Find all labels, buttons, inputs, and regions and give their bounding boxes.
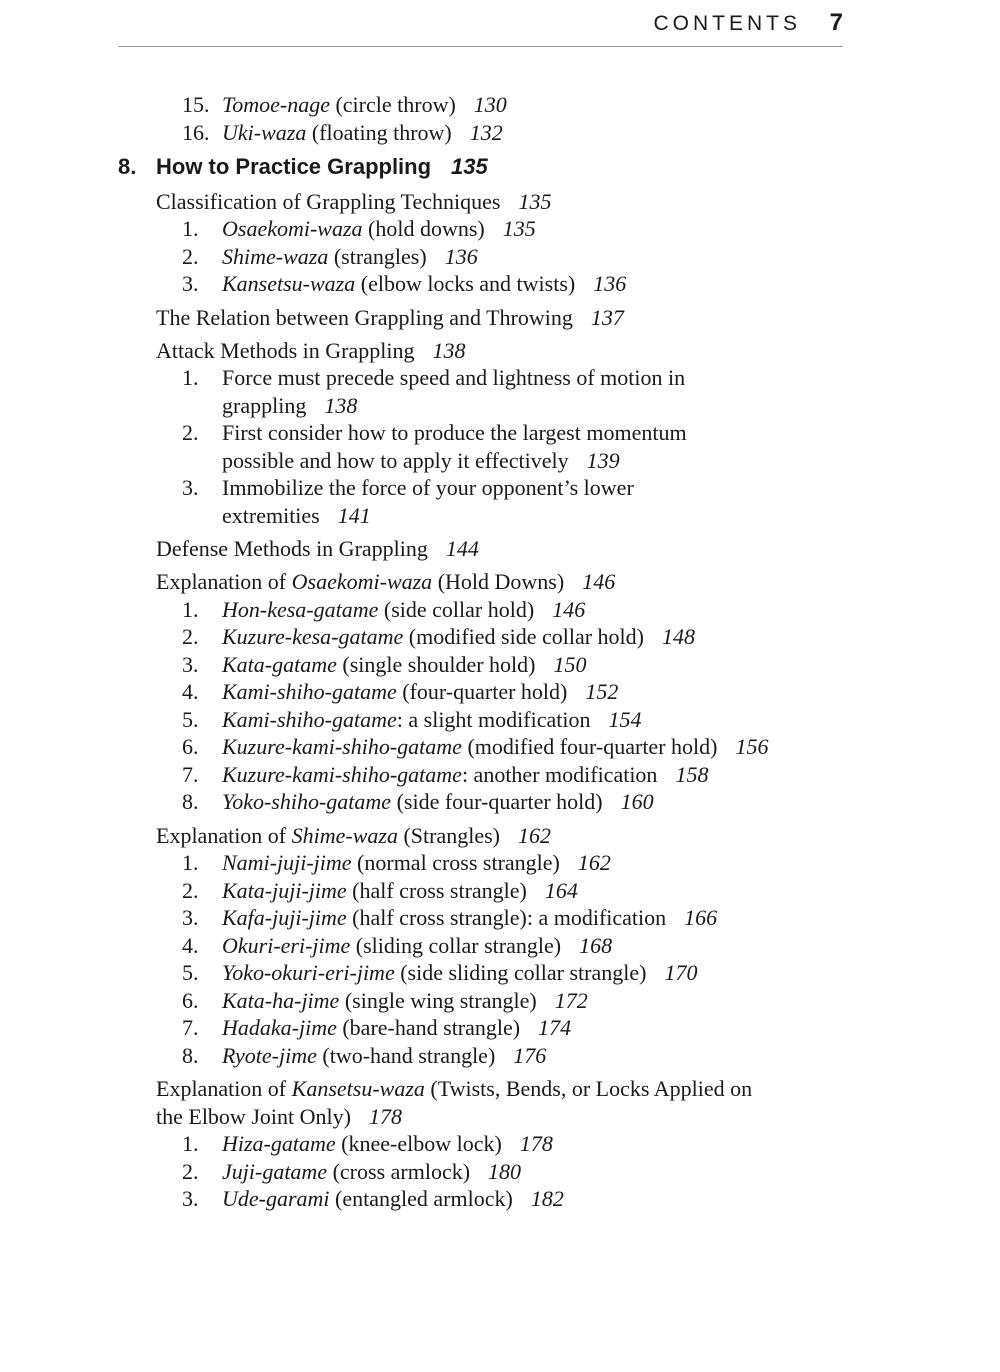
entry-number: 7. <box>182 1015 199 1040</box>
entry-text: First consider how to produce the largest momentum <box>222 420 687 445</box>
entry-text: (cross armlock) <box>327 1159 471 1184</box>
entry-term: Kata-gatame <box>222 652 337 677</box>
section-title-line2: the Elbow Joint Only) <box>156 1104 351 1129</box>
section-title: The Relation between Grappling and Throwing <box>156 305 573 330</box>
entry-page: 180 <box>488 1159 522 1184</box>
entry-page: 166 <box>684 905 718 930</box>
section-title-prefix: Explanation of <box>156 569 292 594</box>
entry-term: Kansetsu-waza <box>222 271 356 296</box>
entry-term: Tomoe-nage <box>222 92 330 117</box>
entry-page: 154 <box>608 707 642 732</box>
entry-text: : a slight modification <box>396 707 591 732</box>
entry-number: 8. <box>182 1043 199 1068</box>
entry-text: (entangled armlock) <box>329 1186 513 1211</box>
entry-page: 168 <box>579 933 613 958</box>
toc-section[interactable] <box>156 188 551 215</box>
entry-text: grappling <box>222 393 307 418</box>
entry-number: 3. <box>182 1186 199 1211</box>
running-header <box>118 10 843 47</box>
entry-term: Hadaka-jime <box>222 1015 337 1040</box>
entry-term: Kuzure-kami-shiho-gatame <box>222 762 462 787</box>
toc-section[interactable] <box>156 535 479 562</box>
section-page: 135 <box>518 189 552 214</box>
entry-page: 152 <box>585 679 619 704</box>
entry-term: Osaekomi-waza <box>222 216 363 241</box>
entry-page: 176 <box>513 1043 547 1068</box>
entry-term: Ude-garami <box>222 1186 330 1211</box>
entry-text: Immobilize the force of your opponent’s lower <box>222 475 634 500</box>
section-title-prefix: Explanation of <box>156 1076 292 1101</box>
header-label: CONTENTS <box>653 12 801 35</box>
entry-text: (single wing strangle) <box>339 988 537 1013</box>
entry-number: 5. <box>182 960 199 985</box>
entry-term: Kami-shiho-gatame <box>222 707 397 732</box>
section-term: Shime-waza <box>291 823 398 848</box>
toc-section[interactable] <box>156 568 615 595</box>
chapter-number: 8. <box>118 154 137 179</box>
entry-term: Yoko-shiho-gatame <box>222 789 392 814</box>
entry-page: 178 <box>519 1131 553 1156</box>
entry-term: Kata-juji-jime <box>222 878 347 903</box>
entry-number: 2. <box>182 878 199 903</box>
entry-page: 150 <box>553 652 587 677</box>
toc-section[interactable] <box>156 1075 752 1102</box>
toc-section[interactable] <box>156 304 624 331</box>
entry-term: Nami-juji-jime <box>222 850 352 875</box>
entry-page: 158 <box>675 762 709 787</box>
entry-number: 4. <box>182 933 199 958</box>
section-title-suffix: (Strangles) <box>397 823 500 848</box>
entry-text: (circle throw) <box>329 92 456 117</box>
entry-page: 148 <box>661 624 695 649</box>
entry-term: Hiza-gatame <box>222 1131 336 1156</box>
entry-term: Kami-shiho-gatame <box>222 679 397 704</box>
entry-text: possible and how to apply it effectively <box>222 448 569 473</box>
entry-page: 162 <box>577 850 611 875</box>
entry-number: 5. <box>182 707 199 732</box>
entry-text: Force must precede speed and lightness of motion in <box>222 365 686 390</box>
entry-term: Okuri-eri-jime <box>222 933 351 958</box>
entry-text: (half cross strangle): a modification <box>346 905 667 930</box>
entry-page: 182 <box>530 1186 564 1211</box>
entry-number: 3. <box>182 271 199 296</box>
section-term: Osaekomi-waza <box>291 569 433 594</box>
entry-text: (side four-quarter hold) <box>391 789 603 814</box>
entry-number: 8. <box>182 789 199 814</box>
entry-number: 3. <box>182 475 199 500</box>
entry-page: 146 <box>552 597 586 622</box>
entry-text: (elbow locks and twists) <box>355 271 576 296</box>
toc-section[interactable] <box>156 822 551 849</box>
entry-page: 135 <box>502 216 536 241</box>
entry-number: 1. <box>182 365 199 390</box>
entry-page: 160 <box>620 789 654 814</box>
entry-number: 3. <box>182 652 199 677</box>
toc-section-continuation[interactable] <box>156 1103 402 1130</box>
entry-number: 1. <box>182 597 199 622</box>
entry-page: 170 <box>664 960 698 985</box>
entry-text: (bare-hand strangle) <box>336 1015 521 1040</box>
entry-number: 2. <box>182 624 199 649</box>
entry-text: (normal cross strangle) <box>351 850 560 875</box>
entry-term: Ryote-jime <box>222 1043 317 1068</box>
section-page: 138 <box>432 338 466 363</box>
entry-number: 7. <box>182 762 199 787</box>
entry-term: Kata-ha-jime <box>222 988 340 1013</box>
entry-text: (modified four-quarter hold) <box>461 734 718 759</box>
section-title-prefix: Explanation of <box>156 823 292 848</box>
entry-number: 4. <box>182 679 199 704</box>
section-title: Attack Methods in Grappling <box>156 338 415 363</box>
entry-page: 138 <box>324 393 358 418</box>
entry-text: : another modification <box>461 762 658 787</box>
entry-page: 136 <box>444 244 478 269</box>
entry-page: 139 <box>586 448 620 473</box>
entry-text: (single shoulder hold) <box>336 652 536 677</box>
entry-number: 2. <box>182 420 199 445</box>
entry-text: (modified side collar hold) <box>403 624 644 649</box>
entry-term: Juji-gatame <box>222 1159 328 1184</box>
section-term: Kansetsu-waza <box>291 1076 425 1101</box>
entry-number: 16. <box>182 120 210 145</box>
entry-page: 174 <box>538 1015 572 1040</box>
entry-text: (strangles) <box>328 244 427 269</box>
chapter-page: 135 <box>451 154 488 179</box>
entry-text: (two-hand strangle) <box>316 1043 496 1068</box>
entry-page: 132 <box>469 120 503 145</box>
entry-text: extremities <box>222 503 320 528</box>
entry-term: Yoko-okuri-eri-jime <box>222 960 395 985</box>
header-page-number: 7 <box>829 9 843 36</box>
entry-number: 1. <box>182 850 199 875</box>
entry-text: (floating throw) <box>306 120 452 145</box>
section-page: 162 <box>518 823 551 848</box>
entry-text: (four-quarter hold) <box>396 679 568 704</box>
entry-term: Kafa-juji-jime <box>222 905 347 930</box>
entry-term: Hon-kesa-gatame <box>222 597 379 622</box>
entry-number: 1. <box>182 216 199 241</box>
entry-number: 2. <box>182 1159 199 1184</box>
section-page: 137 <box>590 305 624 330</box>
section-title: Classification of Grappling Techniques <box>156 189 501 214</box>
entry-text: (side sliding collar strangle) <box>394 960 647 985</box>
entry-text: (sliding collar strangle) <box>350 933 562 958</box>
entry-number: 15. <box>182 92 210 117</box>
entry-number: 1. <box>182 1131 199 1156</box>
entry-number: 6. <box>182 734 199 759</box>
entry-page: 172 <box>554 988 588 1013</box>
entry-text: (half cross strangle) <box>346 878 527 903</box>
section-title: Defense Methods in Grappling <box>156 536 428 561</box>
section-page: 144 <box>445 536 479 561</box>
entry-text: (side collar hold) <box>378 597 535 622</box>
entry-number: 3. <box>182 905 199 930</box>
entry-page: 136 <box>593 271 627 296</box>
entry-term: Shime-waza <box>222 244 329 269</box>
entry-page: 164 <box>544 878 578 903</box>
entry-text: (knee-elbow lock) <box>335 1131 502 1156</box>
entry-number: 2. <box>182 244 199 269</box>
entry-text: (hold downs) <box>362 216 485 241</box>
entry-page: 141 <box>337 503 371 528</box>
entry-term: Kuzure-kesa-gatame <box>222 624 404 649</box>
section-page: 146 <box>582 569 616 594</box>
entry-term: Kuzure-kami-shiho-gatame <box>222 734 462 759</box>
entry-term: Uki-waza <box>222 120 307 145</box>
section-title-suffix: (Twists, Bends, or Locks Applied on <box>424 1076 753 1101</box>
toc-section[interactable] <box>156 337 465 364</box>
section-page: 178 <box>368 1104 402 1129</box>
section-title-suffix: (Hold Downs) <box>432 569 565 594</box>
entry-page: 156 <box>735 734 769 759</box>
entry-number: 6. <box>182 988 199 1013</box>
entry-page: 130 <box>473 92 507 117</box>
chapter-title: How to Practice Grappling <box>156 154 432 179</box>
